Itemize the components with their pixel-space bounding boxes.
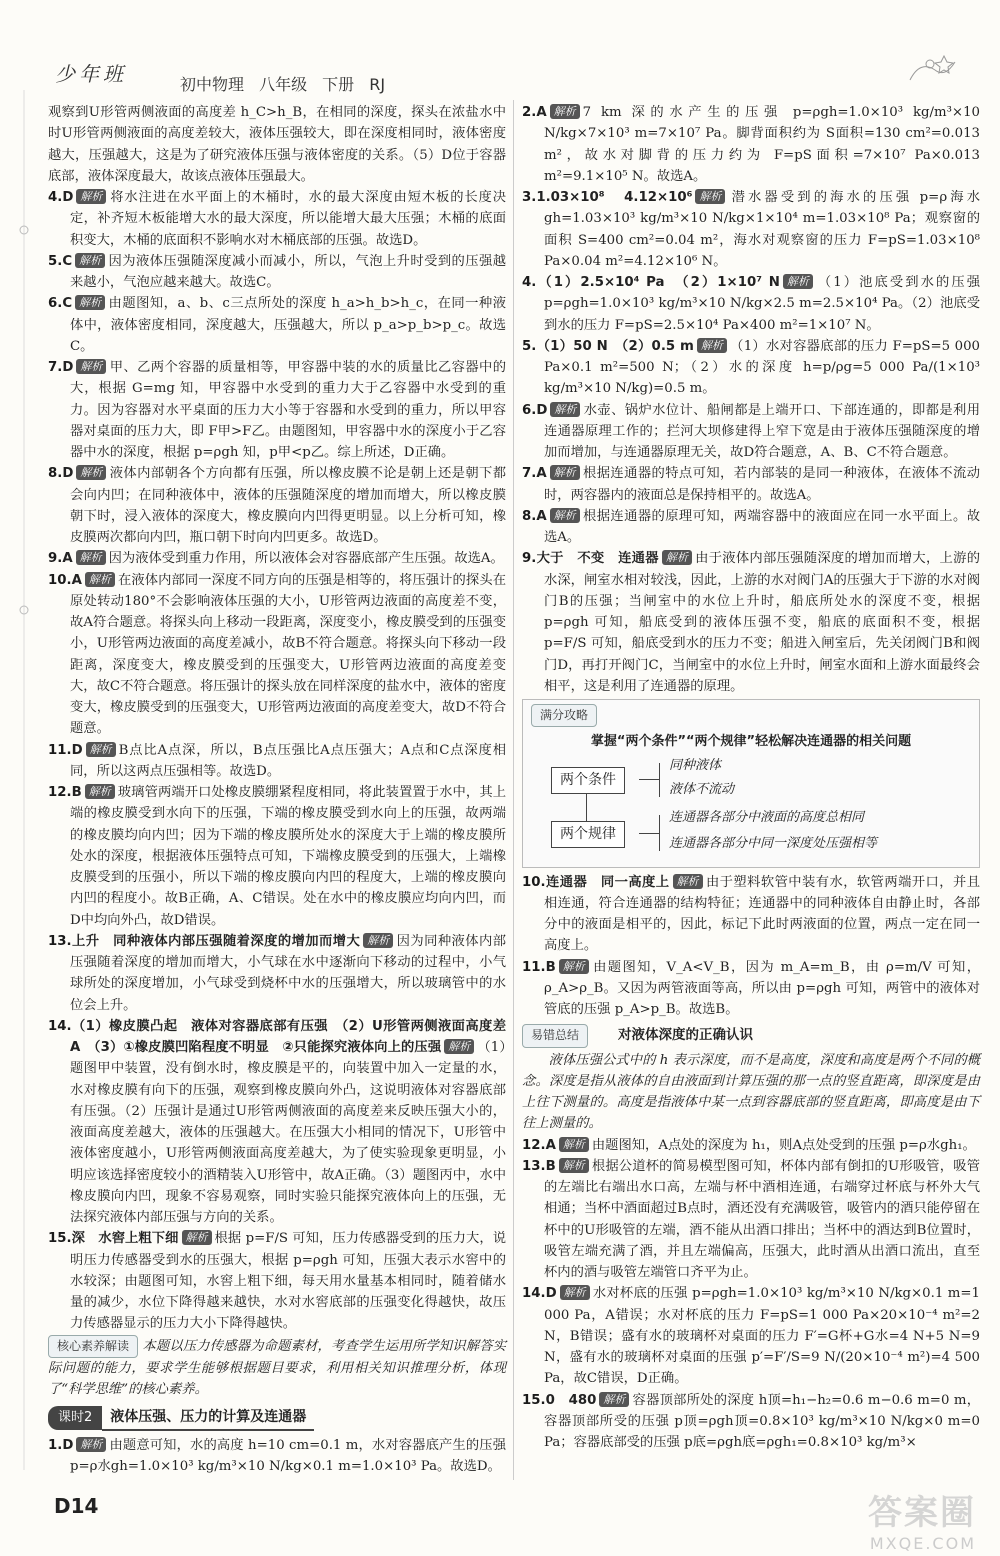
bracket-line xyxy=(659,763,660,797)
item-number: 5. xyxy=(48,253,63,269)
item-number: 9. xyxy=(522,551,537,567)
item-answer: C xyxy=(62,296,73,312)
answer-item-6 xyxy=(48,293,506,357)
item-explanation: 甲、乙两个容器的质量相等，甲容器中装的水的质量比乙容器中的大，根据 G=mg 知，甲容器中水受到的重力大于乙容器中水受到的重力。因为容器对水平桌面的压力大小等于容器和水受到的重力，所以甲容器对桌面的压力大，即 F甲>F乙。由题图知，甲容器中水的深度小于乙容器中水的深度，根据 p=ρgh 知，p甲<p乙。综上所述，D正确。 xyxy=(70,360,506,460)
item-explanation: （1）池底受到水的压强 p=ρgh=1.0×10³ kg/m³×10 N/kg×2.5 m=2.5×10⁴ Pa。（2）池底受到水的压力 F=pS=2.5×10⁴ Pa×400 m²=1×10⁷ N。 xyxy=(544,275,980,333)
item-answer: D xyxy=(62,190,74,205)
analysis-badge: 解析 xyxy=(695,189,725,204)
column-divider xyxy=(513,100,514,1480)
analysis-badge: 解析 xyxy=(550,104,580,119)
answer-item-7 xyxy=(522,463,980,506)
site-watermark xyxy=(796,1485,976,1553)
item-explanation: 水壶、锅炉水位计、船闸都是上端开口、下部连通的，即都是利用连通器原理工作的；拦河大坝修建得上窄下宽是由于液体压强随深度的增加而增加，与连通器原理无关，故D符合题意，A、B、C不符合题意。 xyxy=(544,402,980,460)
analysis-badge: 解析 xyxy=(76,1437,106,1452)
item-number: 9. xyxy=(48,551,63,567)
item-number: 12. xyxy=(48,785,72,800)
answer-item-3 xyxy=(522,187,980,272)
condition-2: 液体不流动 xyxy=(669,781,735,797)
item-explanation: 由题图知，A点处的深度为 h₁，则A点处受到的压强 p=ρ水gh₁。 xyxy=(591,1137,976,1153)
right-column xyxy=(522,102,980,1453)
item-number: 5. xyxy=(522,338,537,354)
item-answer: D xyxy=(545,1286,557,1302)
analysis-badge: 解析 xyxy=(444,1039,474,1054)
analysis-badge: 解析 xyxy=(76,550,106,565)
item-number: 11. xyxy=(522,959,546,975)
item-answer: C xyxy=(62,253,73,269)
analysis-badge: 解析 xyxy=(559,1158,589,1173)
answer-item-6 xyxy=(522,400,980,464)
lesson-label: 课时2 xyxy=(48,1406,102,1429)
item-answer: D xyxy=(71,742,83,758)
condition-1: 同种液体 xyxy=(669,757,722,773)
answer-item-12 xyxy=(48,782,506,931)
item-answer: B xyxy=(71,785,82,800)
item-number: 8. xyxy=(48,466,63,482)
item-explanation: B点比A点深，所以，B点压强比A点压强大；A点和C点深度相同，所以这两点压强相等。故选D。 xyxy=(70,742,506,779)
item-answer: （1）2.5×10⁴ Pa （2）1×10⁷ N xyxy=(536,275,780,290)
page-number: D14 xyxy=(54,1494,99,1518)
item-number: 7. xyxy=(522,466,537,482)
lesson-section-header xyxy=(48,1406,506,1430)
analysis-badge: 解析 xyxy=(85,572,115,587)
left-column xyxy=(48,102,520,1477)
answer-item-15 xyxy=(48,1228,506,1334)
item-explanation: 因为液体受到重力作用，所以液体会对容器底部产生压强。故选A。 xyxy=(108,551,504,567)
item-number: 10. xyxy=(522,874,546,890)
item-number: 11. xyxy=(48,742,72,758)
analysis-badge: 解析 xyxy=(560,1285,590,1300)
item-explanation: 由于液体内部压强随深度的增加而增大，上游的水深，闸室水相对较浅，因此，上游的水对阀门A的压强大于下游的水对阀门B的压强；当闸室中的水位上升时，船底所处水的深度不变，根据 p=ρgh 可知，船底受到的液体压强不变，船底的底面积不变，根据 p=F/S 可知，船底受到水的压力不变；船进入闸室后，先关闭阀门B和阀门D，再打开阀门C，当闸室中的水位上升时，闸室水面和上游水面最终会相平，这是利用了连通器的原理。 xyxy=(544,551,981,694)
item-explanation: 因为液体压强随深度减小而减小，所以，气泡上升时受到的压强越来越小，气泡应越来越大。故选C。 xyxy=(70,253,506,290)
rule-1: 连通器各部分中液面的高度总相同 xyxy=(669,809,865,825)
analysis-badge: 解析 xyxy=(182,1230,212,1245)
strategy-title: 掌握“两个条件”“两个规律”轻松解决连通器的相关问题 xyxy=(590,734,912,750)
core-literacy-note xyxy=(48,1335,506,1401)
page-header xyxy=(0,0,1000,100)
item-number: 14. xyxy=(48,1018,72,1034)
analysis-badge: 解析 xyxy=(75,295,105,310)
answer-item-2 xyxy=(522,102,980,187)
item-number: 14. xyxy=(522,1286,546,1302)
core-literacy-text: 本题以压力传感器为命题素材，考查学生运用所学知识解答实际问题的能力，要求学生能够根据题目要求，利用相关知识推理分析，体现了“科学思维”的核心素养。 xyxy=(48,1338,506,1397)
analysis-badge: 解析 xyxy=(697,338,727,353)
item-number: 8. xyxy=(522,508,537,524)
item-answer: B xyxy=(545,959,556,975)
item-number: 4. xyxy=(522,275,537,290)
answer-item-13 xyxy=(522,1156,980,1284)
item-explanation: （1）题图甲中装置，没有倒水时，橡皮膜是平的，向装置中加入一定量的水，水对橡皮膜有向下的压强，观察到橡皮膜向外凸，这说明液体对容器底部有压强。（2）压强计是通过U形管两侧液面的高度差来反映压强大小的，液面高度差越大，液体的压强越大。在压强大小相同的情况下，U形管中液体密度越小，U形管两侧液面高度差越大，为了使实验现象更明显，小明应该选择密度较小的酒精装入U形管中，故A正确。（3）题图丙中，水中橡皮膜向内凹，现象不容易观察，同时实验只能探究液体向上的压强，无法探究液体内部压强与方向的关系。 xyxy=(70,1040,506,1225)
answer-item-11 xyxy=(48,740,506,783)
answer-continuation: 观察到U形管两侧液面的高度差 h_C>h_B，在相同的深度，探头在浓盐水中时U形管两侧液面的高度差较大，液体压强较大，即在深度相同时，液体密度越大，压强越大，这是为了研究液体压强与液体密度的关系。（5）D位于容器底部，液体深度最大，故该点液体压强最大。 xyxy=(48,105,506,184)
answer-item-13 xyxy=(48,931,506,1016)
item-explanation: 根据连通器的特点可知，若内部装的是同一种液体，在液体不流动时，两容器内的液面总是保持相平的。故选A。 xyxy=(544,466,980,503)
item-explanation: 在液体内部同一深度不同方向的压强是相等的，将压强计的探头在原处转动180°不会影响液体压强的大小，U形管两边液面的高度差不变，故A符合题意。将探头向上移动一段距离，深度变小，橡皮膜受到的压强变小，U形管两边液面的高度差减小，故B不符合题意。将探头向下移动一段距离，深度变大，橡皮膜受到的压强变大，U形管两边液面的高度差变大，故C不符合题意。将压强计的探头放在同样深度的盐水中，液体的密度变大，橡皮膜受到的压强变大，U形管两边液面的高度差变大，故D不符合题意。 xyxy=(70,572,506,737)
item-explanation: 将水注进在水平面上的木桶时，水的最大深度由短木板的长度决定，补齐短木板能增大水的最大深度，所以能增大最大压强；木桶的底面积变大，木桶的底面积不影响水对木桶底部的压强。故选D。 xyxy=(70,190,506,248)
answer-item-11 xyxy=(522,957,980,1021)
item-answer: D xyxy=(536,402,548,418)
item-explanation: 因为同种液体内部压强随着深度的增加而增大，小气球在水中逐渐向下移动的过程中，小气球所处的深度增加，小气球受到烧杯中水的压强增大，所以玻璃管中的水位会上升。 xyxy=(70,933,507,1013)
watermark-logo: 答案圈 xyxy=(868,1493,976,1533)
arrow-line xyxy=(586,793,587,821)
item-number: 4. xyxy=(48,190,63,205)
item-number: 10. xyxy=(48,572,72,588)
analysis-badge: 解析 xyxy=(76,465,106,480)
watermark-url: MXQE.COM xyxy=(869,1534,976,1553)
conditions-box: 两个条件 xyxy=(551,767,625,794)
bracket-line xyxy=(659,815,660,851)
item-explanation: 由题图知，V_A<V_B，因为 m_A=m_B，由 ρ=m/V 可知，ρ_A>ρ_B。又因为两管液面等高，所以由 p=ρgh 可知，两管中的液体对管底的压强 p_A>p_B。故选B。 xyxy=(544,959,980,1017)
item-answer: 上升 同种液体内部压强随着深度的增加而增大 xyxy=(71,933,361,949)
item-explanation: 由题意可知，水的高度 h=10 cm=0.1 m，水对容器底产生的压强 p=ρ水gh=1.0×10³ kg/m³×10 N/kg×0.1 m=1.0×10³ Pa。故选D。 xyxy=(70,1437,506,1474)
item-explanation: 玻璃管两端开口处橡皮膜绷紧程度相同，将此装置置于水中，其上端的橡皮膜受到水向下的压强，下端的橡皮膜受到水向上的压强，故两端的橡皮膜均向内凹；因为下端的橡皮膜所处水的深度大于上端的橡皮膜所处水的深度，根据液体压强特点可知，下端橡皮膜受到的压强大，上端橡皮膜受到的压强小，所以下端的橡皮膜向内凹的程度大，上端的橡皮膜向内凹的程度小。故B正确，A、C错误。处在水中的橡皮膜应均向内凹，而D中均向外凸，故D错误。 xyxy=(70,785,506,928)
answer-item-4 xyxy=(522,272,980,336)
item-answer: A xyxy=(545,1137,556,1153)
analysis-badge: 解析 xyxy=(550,465,580,480)
answer-item-8 xyxy=(522,506,980,549)
answer-item-4 xyxy=(48,187,506,251)
connector-line xyxy=(639,779,659,780)
item-number: 12. xyxy=(522,1137,546,1153)
error-summary-text: 液体压强公式中的 h 表示深度，而不是高度，深度和高度是两个不同的概念。深度是指从液体的自由液面到计算压强的那一点的竖直距离，即深度是由上往下测量的。高度是指液体中某一点到容器底部的竖直距离，即高度是由下往上测量的。 xyxy=(522,1052,980,1132)
answer-item-15 xyxy=(522,1390,980,1454)
item-answer: A xyxy=(536,466,547,482)
item-answer: B xyxy=(545,1158,556,1174)
answer-item-14 xyxy=(522,1283,980,1389)
item-explanation: 由于塑料软管中装有水，软管两端开口，并且相连通，符合连通器的结构特征；连通器中的同种液体自由静止时，各部分中的液面是相平的，因此，标记下此时两液面的位置，两点一定在同一高度上。 xyxy=(544,874,981,954)
analysis-badge: 解析 xyxy=(363,933,393,948)
answer-item-10 xyxy=(522,872,980,957)
lesson-title: 液体压强、压力的计算及连通器 xyxy=(102,1407,314,1430)
answer-item-7 xyxy=(48,357,506,463)
item-explanation: （1）水对容器底部的压力 F=pS=5 000 Pa×0.1 m²=500 N；（2）水的深度 h=p/ρg=5 000 Pa/(1×10³ kg/m³×10 N/kg)=0.5 m。 xyxy=(544,338,980,397)
item-number: 3. xyxy=(522,190,537,205)
error-summary-header xyxy=(522,1024,980,1047)
answer-item-12 xyxy=(522,1135,980,1156)
item-answer: 1.03×10⁸ 4.12×10⁶ xyxy=(536,190,693,205)
analysis-badge: 解析 xyxy=(559,959,589,974)
item-answer: 深 水窖上粗下细 xyxy=(71,1231,179,1247)
analysis-badge: 解析 xyxy=(662,550,692,565)
analysis-badge: 解析 xyxy=(599,1392,629,1407)
item-number: 13. xyxy=(48,933,72,949)
sparkle-decoration-icon xyxy=(900,50,960,90)
item-answer: D xyxy=(62,466,74,482)
connector-line xyxy=(639,833,659,834)
answer-item-5 xyxy=(48,251,506,294)
item-answer: A xyxy=(62,551,73,567)
item-answer: A xyxy=(536,105,547,120)
strategy-tag: 满分攻略 xyxy=(531,704,597,727)
item-explanation: 7 km 深的水产生的压强 p=ρgh=1.0×10³ kg/m³×10 N/kg×7×10³ m=7×10⁷ Pa。脚背面积约为 S面积=130 cm²=0.013 m²，故水对脚背的压力约为 F=pS面积=7×10⁷ Pa×0.013 m²=9.1×10⁵ N。故选A。 xyxy=(544,105,980,184)
analysis-badge: 解析 xyxy=(550,508,580,523)
answer-item-10 xyxy=(48,570,506,740)
answer-item-5 xyxy=(522,336,980,400)
book-info: 初中物理 八年级 下册 RJ xyxy=(180,75,386,94)
item-answer: （1）50 N （2）0.5 m xyxy=(536,338,694,354)
item-answer: A xyxy=(71,572,82,588)
item-answer: D xyxy=(62,1437,74,1453)
analysis-badge: 解析 xyxy=(550,402,580,417)
full-score-strategy-box xyxy=(522,699,980,868)
analysis-badge: 解析 xyxy=(75,253,105,268)
item-number: 1. xyxy=(48,1437,63,1453)
rule-2: 连通器各部分中同一深度处压强相等 xyxy=(669,835,878,851)
item-answer: D xyxy=(62,360,74,375)
analysis-badge: 解析 xyxy=(783,274,813,289)
error-summary-title: 对液体深度的正确认识 xyxy=(618,1027,754,1044)
item-answer: 连通器 同一高度上 xyxy=(545,874,670,890)
analysis-badge: 解析 xyxy=(76,359,106,374)
item-explanation: 潜水器受到的海水的压强 p=ρ海水gh=1.03×10³ kg/m³×10 N/kg×1×10⁴ m=1.03×10⁸ Pa；观察窗的面积 S=400 cm²=0.04 m²，海水对观察窗的压力 F=pS=1.03×10⁸ Pa×0.04 m²=4.12×10⁶ N。 xyxy=(544,190,980,269)
item-explanation: 容器顶部所处的深度 h顶=h₁−h₂=0.6 m−0.6 m=0 m，容器顶部所受的压强 p顶=ρgh顶=0.8×10³ kg/m³×10 N/kg×0 m=0 Pa；容器底部受的压强 p底=ρgh底=ρgh₁=0.8×10³ kg/m³× xyxy=(544,1392,980,1450)
item-explanation: 根据公道杯的简易模型图可知，杯体内部有倒扣的U形吸管，吸管的左端比右端出水口高，左端与杯中酒相连通，右端穿过杯底与杯外大气相通；当杯中酒面超过B点时，酒还没有充满吸管，吸管内的酒只能停留在杯中的U形吸管的左端，酒不能从出酒口排出；当杯中的酒达到B位置时，吸管左端充满了酒，并且左端偏高，压强大，此时酒从出酒口流出，直至杯内的酒与吸管左端管口齐平为止。 xyxy=(544,1158,980,1280)
item-number: 2. xyxy=(522,105,537,120)
analysis-badge: 解析 xyxy=(673,874,703,889)
item-explanation: 由题图知，a、b、c三点所处的深度 h_a>h_b>h_c，在同一种液体中，液体密度相同，深度越大，压强越大，所以 p_a>p_b>p_c。故选C。 xyxy=(70,296,506,354)
error-summary-tag: 易错总结 xyxy=(522,1024,588,1047)
item-number: 7. xyxy=(48,360,63,375)
analysis-badge: 解析 xyxy=(559,1137,589,1152)
item-explanation: 根据连通器的原理可知，两端容器中的液面应在同一水平面上。故选A。 xyxy=(544,508,980,545)
analysis-badge: 解析 xyxy=(85,784,115,799)
core-literacy-tag: 核心素养解读 xyxy=(48,1335,138,1358)
item-explanation: 根据 p=F/S 可知，压力传感器受到的压力大，说明压力传感器受到水的压强大，根据 p=ρgh 可知，压强大表示水窖中的水较深；由题图可知，水窖上粗下细，每天用水量基本相同时，随着储水量的减少，水位下降得越来越快，水对水窖底部的压强变化得越快，故压力传感器显示的压力大小下降得越快。 xyxy=(70,1231,507,1332)
rules-box: 两个规律 xyxy=(551,821,625,848)
item-number: 15. xyxy=(522,1392,546,1408)
series-logo: 少年班 xyxy=(55,62,127,86)
item-answer: 0 480 xyxy=(545,1392,597,1408)
item-number: 6. xyxy=(48,296,63,312)
margin-decoration xyxy=(18,90,30,1470)
connector-rules-diagram xyxy=(531,759,971,859)
lesson2-answer-item-1 xyxy=(48,1435,506,1478)
analysis-badge: 解析 xyxy=(76,189,106,204)
item-number: 15. xyxy=(48,1231,72,1247)
item-explanation: 水对杯底的压强 p=ρgh=1.0×10³ kg/m³×10 N/kg×0.1 m=1 000 Pa，A错误；水对杯底的压力 F=pS=1 000 Pa×20×10⁻⁴ m²=2 N，B错误；盛有水的玻璃杯对桌面的压力 F′=G杯+G水=4 N+5 N=9 N，盛有水的玻璃杯对桌面的压强 p′=F′/S=9 N/(20×10⁻⁴ m²)=4 500 Pa，故C错误，D正确。 xyxy=(544,1286,980,1387)
answer-item-8 xyxy=(48,463,506,548)
item-explanation: 液体内部朝各个方向都有压强，所以橡皮膜不论是朝上还是朝下都会向内凹；在同种液体中，液体的压强随深度的增加而增大，所以橡皮膜朝下时，浸入液体的深度大，橡皮膜向内凹得更明显。以上分析可知，橡皮膜两次都向内凹，瓶口朝下时向内凹更多。故选D。 xyxy=(70,466,506,545)
answer-item-14 xyxy=(48,1016,520,1229)
item-answer: A xyxy=(536,508,547,524)
item-answer: 大于 不变 连通器 xyxy=(536,551,659,567)
answer-item-9 xyxy=(522,548,980,697)
item-number: 13. xyxy=(522,1158,546,1174)
analysis-badge: 解析 xyxy=(86,742,116,757)
item-answer: （1）橡皮膜凸起 液体对容器底部有压强 （2）U形管两侧液面高度差 A （3）①橡皮膜凹陷程度不明显 ②只能探究液体向上的压强 xyxy=(70,1018,520,1055)
item-number: 6. xyxy=(522,402,537,418)
answer-item-9 xyxy=(48,548,506,569)
